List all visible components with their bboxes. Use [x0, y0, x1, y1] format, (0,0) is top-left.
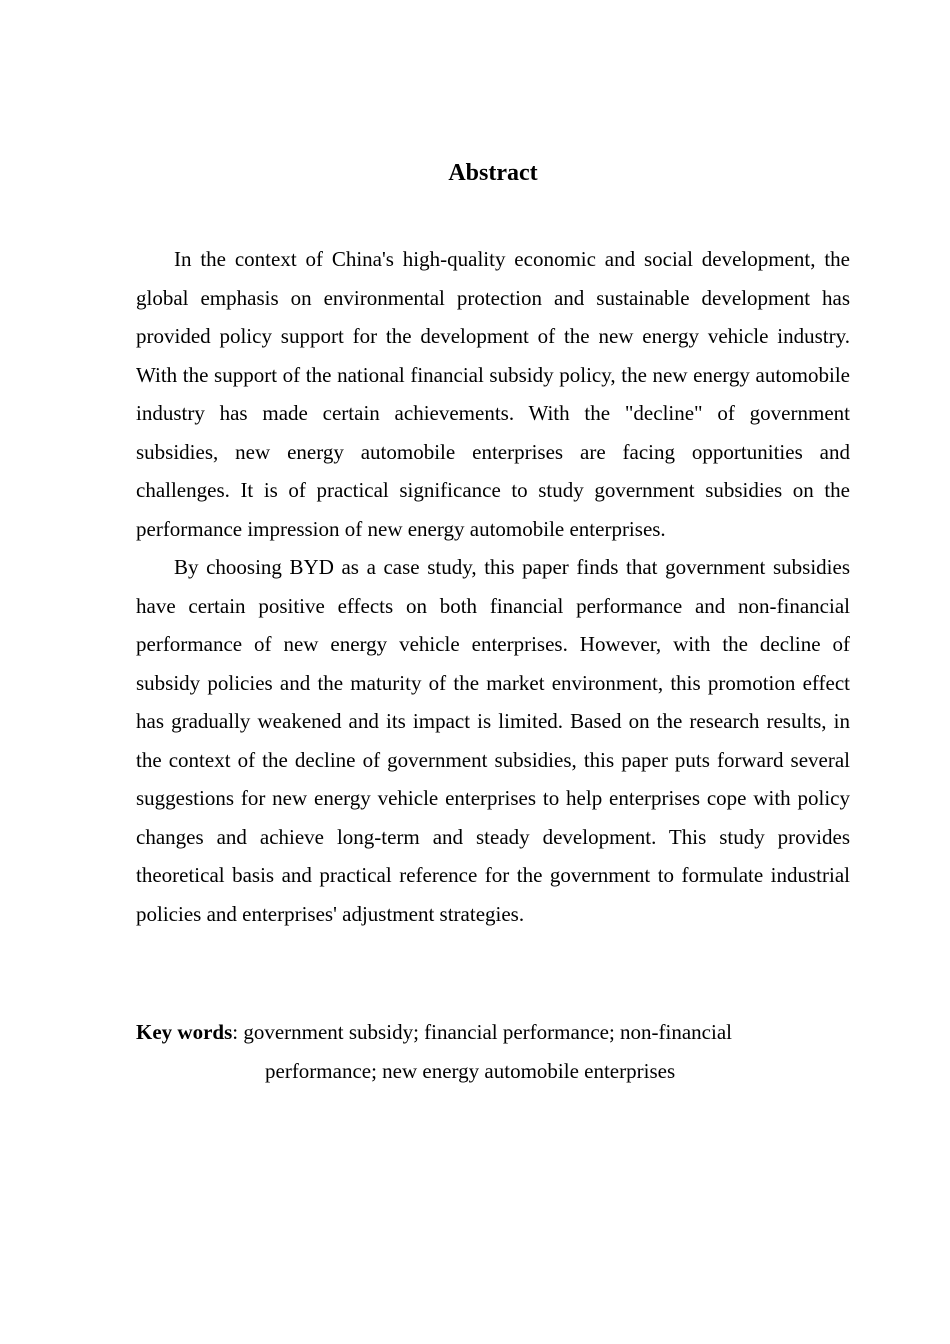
keywords-text-1: : government subsidy; financial performance; non-financial	[232, 1020, 732, 1044]
abstract-body	[136, 240, 850, 933]
abstract-title: Abstract	[448, 160, 538, 186]
keywords-section	[136, 1013, 850, 1091]
keywords-label: Key words	[136, 1020, 233, 1044]
keywords-line-2: performance; new energy automobile enterprises	[265, 1059, 676, 1083]
keywords-line-1	[136, 1013, 850, 1052]
abstract-paragraph-2: By choosing BYD as a case study, this paper finds that government subsidies have certain positive effects on both financial performance and non-financial performance of new energy vehicle enterprises. However, with the decline of subsidy policies and the maturity of the market environment, this promotion effect has gradually weakened and its impact is limited. Based on the research results, in the context of the decline of government subsidies, this paper puts forward several suggestions for new energy vehicle enterprises to help enterprises cope with policy changes and achieve long-term and steady development. This study provides theoretical basis and practical reference for the government to formulate industrial policies and enterprises' adjustment strategies.	[136, 555, 850, 926]
abstract-paragraph-1: In the context of China's high-quality economic and social development, the global emphasis on environmental protection and sustainable development has provided policy support for the development of the new energy vehicle industry. With the support of the national financial subsidy policy, the new energy automobile industry has made certain achievements. With the "decline" of government subsidies, new energy automobile enterprises are facing opportunities and challenges. It is of practical significance to study government subsidies on the performance impression of new energy automobile enterprises.	[136, 247, 850, 541]
